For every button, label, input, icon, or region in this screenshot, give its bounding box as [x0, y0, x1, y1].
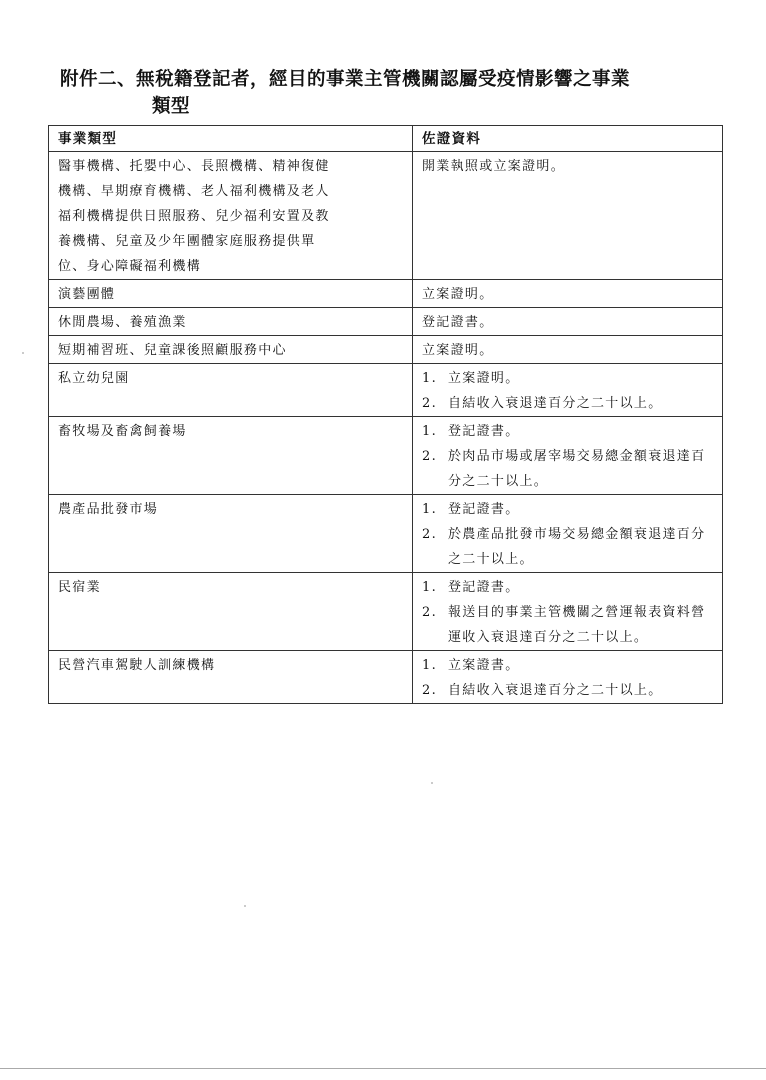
table-body — [49, 152, 723, 704]
requirement-text: 報送目的事業主管機關之營運報表資料營運收入衰退達百分之二十以上。 — [448, 605, 706, 645]
supporting-documents-cell — [413, 152, 723, 280]
supporting-documents-cell — [413, 495, 723, 573]
requirement-text: 開業執照或立案證明。 — [422, 159, 566, 174]
requirement-item — [422, 282, 714, 307]
requirement-number: 1. — [422, 424, 438, 439]
table-row — [49, 417, 723, 495]
supporting-documents-cell — [413, 573, 723, 651]
requirement-text: 自結收入衰退達百分之二十以上。 — [448, 683, 663, 698]
business-type-cell: 休閒農場、養殖漁業 — [49, 308, 413, 336]
supporting-documents-cell — [413, 417, 723, 495]
requirement-number: 1. — [422, 658, 438, 673]
requirement-number: 2. — [422, 449, 438, 464]
requirement-item — [422, 366, 714, 391]
requirement-text: 自結收入衰退達百分之二十以上。 — [448, 396, 663, 411]
table-row — [49, 336, 723, 364]
table-row — [49, 308, 723, 336]
table-header-row — [49, 126, 723, 152]
requirement-item — [422, 391, 714, 416]
scan-speck — [244, 905, 246, 907]
business-type-cell: 短期補習班、兒童課後照顧服務中心 — [49, 336, 413, 364]
requirement-item — [422, 154, 714, 179]
requirement-text: 立案證書。 — [448, 658, 520, 673]
table-row — [49, 364, 723, 417]
table-row — [49, 651, 723, 704]
scan-speck — [431, 782, 433, 784]
title-line-2: 類型 — [152, 96, 191, 117]
supporting-documents-cell — [413, 280, 723, 308]
requirement-item — [422, 600, 714, 650]
requirement-text: 立案證明。 — [448, 371, 520, 386]
requirement-number: 2. — [422, 683, 438, 698]
supporting-documents-cell — [413, 336, 723, 364]
business-type-cell: 演藝團體 — [49, 280, 413, 308]
requirement-item — [422, 419, 714, 444]
title-line-1: 附件二、無稅籍登記者，經目的事業主管機關認屬受疫情影響之事業 — [60, 69, 631, 90]
requirement-text: 於肉品市場或屠宰場交易總金額衰退達百分之二十以上。 — [448, 449, 706, 489]
requirement-item — [422, 522, 714, 572]
requirement-item — [422, 653, 714, 678]
requirement-text: 立案證明。 — [422, 343, 494, 358]
requirement-item — [422, 575, 714, 600]
table-row — [49, 573, 723, 651]
requirement-item — [422, 678, 714, 703]
table-row — [49, 495, 723, 573]
business-type-cell: 私立幼兒園 — [49, 364, 413, 417]
requirement-item — [422, 444, 714, 494]
business-type-cell: 民宿業 — [49, 573, 413, 651]
requirement-text: 登記證書。 — [448, 502, 520, 517]
supporting-documents-cell — [413, 308, 723, 336]
business-type-table — [48, 125, 723, 704]
table-row — [49, 152, 723, 280]
requirement-item — [422, 338, 714, 363]
supporting-documents-cell — [413, 651, 723, 704]
requirement-text: 登記證書。 — [448, 580, 520, 595]
requirement-item — [422, 310, 714, 335]
business-type-cell: 農產品批發市場 — [49, 495, 413, 573]
requirement-text: 於農產品批發市場交易總金額衰退達百分之二十以上。 — [448, 527, 706, 567]
requirement-number: 1. — [422, 580, 438, 595]
document-title — [60, 66, 720, 120]
requirement-item — [422, 497, 714, 522]
requirement-number: 2. — [422, 605, 438, 620]
requirement-number: 1. — [422, 502, 438, 517]
requirement-text: 登記證書。 — [422, 315, 494, 330]
scan-speck — [22, 352, 24, 354]
page-bottom-rule — [0, 1068, 766, 1069]
requirement-text: 立案證明。 — [422, 287, 494, 302]
table-row — [49, 280, 723, 308]
requirement-text: 登記證書。 — [448, 424, 520, 439]
requirement-number: 1. — [422, 371, 438, 386]
business-type-cell: 畜牧場及畜禽飼養場 — [49, 417, 413, 495]
supporting-documents-cell — [413, 364, 723, 417]
requirement-number: 2. — [422, 527, 438, 542]
requirement-number: 2. — [422, 396, 438, 411]
business-type-cell: 民營汽車駕駛人訓練機構 — [49, 651, 413, 704]
header-business-type: 事業類型 — [49, 126, 413, 152]
header-supporting-documents: 佐證資料 — [413, 126, 723, 152]
business-type-cell: 醫事機構、托嬰中心、長照機構、精神復健 機構、早期療育機構、老人福利機構及老人 福利機構提供日照服務、兒少福利安置及教 養機構、兒童及少年團體家庭服務提供單 位、身心障礙福利機構 — [49, 152, 413, 280]
